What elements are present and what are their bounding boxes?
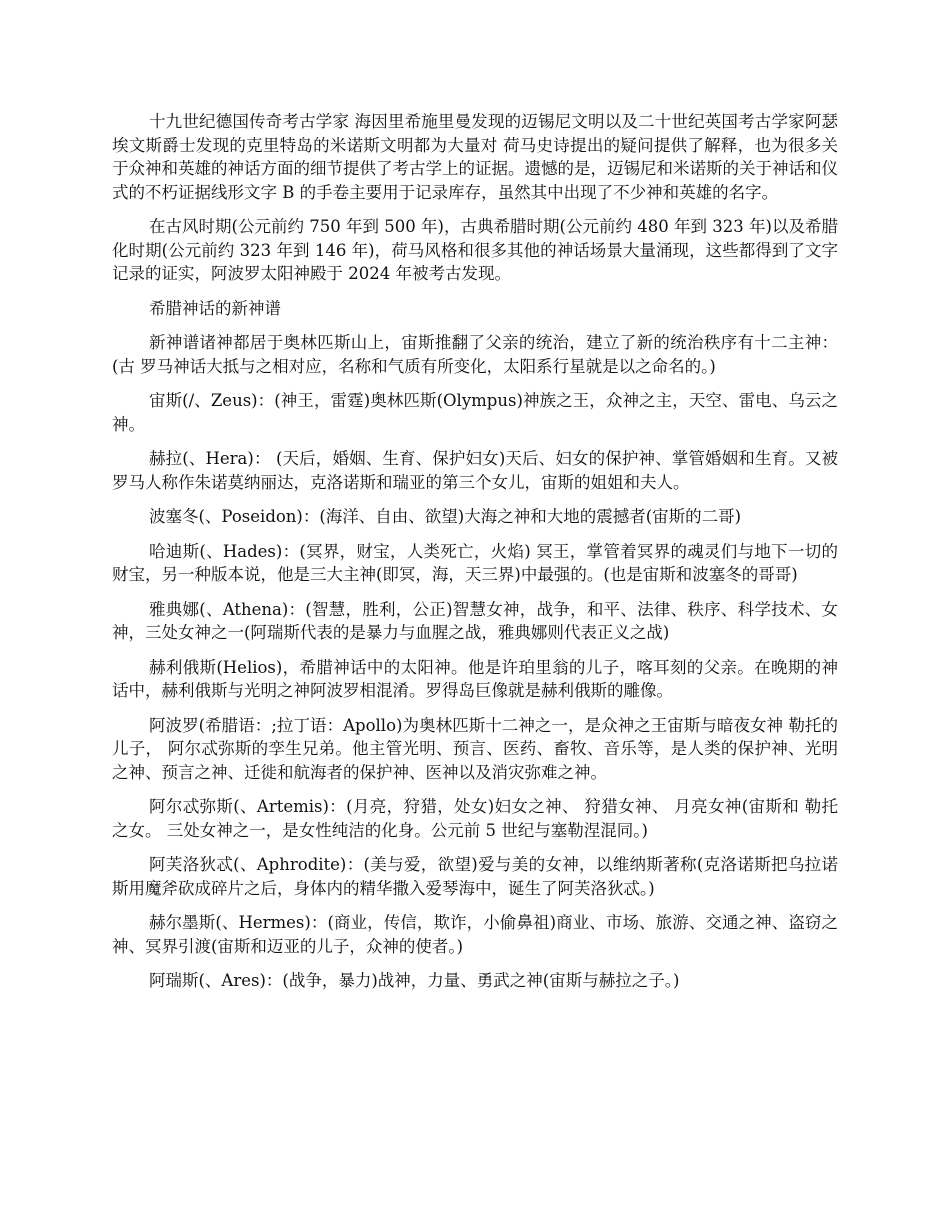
document-body (112, 110, 838, 1004)
paragraph-ares: 阿瑞斯(、Ares)：(战争，暴力)战神，力量、勇武之神(宙斯与赫拉之子。) (149, 971, 680, 990)
paragraph-athena: 雅典娜(、Athena)：(智慧，胜利，公正)智慧女神，战争，和平、法律、秩序、科学技术、女神，三处女神之一(阿瑞斯代表的是暴力与血腥之战，雅典娜则代表正义之战) (112, 599, 838, 642)
paragraph-periods: 在古风时期(公元前约 750 年到 500 年)，古典希腊时期(公元前约 480 年到 323 年)以及希腊化时期(公元前约 323 年到 146 年)，荷马风格和很多其他的神话场景大量涌现，这些都得到了文字记录的证实，阿波罗太阳神殿于 2024 年被考古发现。 (112, 217, 838, 283)
section-heading-new-theogony: 希腊神话的新神谱 (149, 298, 281, 318)
paragraph-aphrodite: 阿芙洛狄忒(、Aphrodite)：(美与爱，欲望)爱与美的女神，以维纳斯著称(克洛诺斯把乌拉诺斯用魔斧砍成碎片之后，身体内的精华撒入爱琴海中，诞生了阿芙洛狄忒。) (112, 855, 838, 898)
paragraph-helios: 赫利俄斯(Helios)，希腊神话中的太阳神。他是许珀里翁的儿子，喀耳刻的父亲。在晚期的神话中，赫利俄斯与光明之神阿波罗相混淆。罗得岛巨像就是赫利俄斯的雕像。 (112, 657, 838, 700)
paragraph-hades: 哈迪斯(、Hades)：(冥界，财宝，人类死亡，火焰) 冥王，掌管着冥界的魂灵们与地下一切的财宝，另一种版本说，他是三大主神(即冥，海，天三界)中最强的。(也是宙斯和波塞冬的哥哥) (112, 541, 838, 584)
paragraph-archaeology: 十九世纪德国传奇考古学家 海因里希施里曼发现的迈锡尼文明以及二十世纪英国考古学家阿瑟埃文斯爵士发现的克里特岛的米诺斯文明都为大量对 荷马史诗提出的疑问提供了解释，也为很多关于众神和英雄的神话方面的细节提供了考古学上的证据。遗憾的是，迈锡尼和米诺斯的关于神话和仪式的不朽证据线形文字 B 的手卷主要用于记录库存，虽然其中出现了不少神和英雄的名字。 (112, 112, 838, 202)
paragraph-poseidon: 波塞冬(、Poseidon)：(海洋、自由、欲望)大海之神和大地的震撼者(宙斯的二哥) (149, 507, 742, 526)
paragraph-hera: 赫拉(、Hera)： (天后，婚姻、生育、保护妇女)天后、妇女的保护神、掌管婚姻和生育。又被罗马人称作朱诺莫纳丽达，克洛诺斯和瑞亚的第三个女儿，宙斯的姐姐和夫人。 (112, 449, 838, 492)
paragraph-zeus: 宙斯(/、Zeus)：(神王，雷霆)奥林匹斯(Olympus)神族之王，众神之主，天空、雷电、乌云之神。 (112, 391, 838, 434)
paragraph-twelve-olympians: 新神谱诸神都居于奥林匹斯山上，宙斯推翻了父亲的统治，建立了新的统治秩序有十二主神：(古 罗马神话大抵与之相对应，名称和气质有所变化，太阳系行星就是以之命名的。) (112, 333, 838, 376)
paragraph-apollo: 阿波罗(希腊语：;拉丁语：Apollo)为奥林匹斯十二神之一，是众神之王宙斯与暗夜女神 勒托的儿子， 阿尔忒弥斯的孪生兄弟。他主管光明、预言、医药、畜牧、音乐等，是人类的保护神、光明之神、预言之神、迁徙和航海者的保护神、医神以及消灾弥难之神。 (112, 715, 838, 782)
paragraph-hermes: 赫尔墨斯(、Hermes)：(商业，传信，欺诈，小偷鼻祖)商业、市场、旅游、交通之神、盗窃之神、冥界引渡(宙斯和迈亚的儿子，众神的使者。) (112, 913, 838, 956)
paragraph-artemis: 阿尔忒弥斯(、Artemis)：(月亮，狩猎，处女)妇女之神、 狩猎女神、 月亮女神(宙斯和 勒托之女。 三处女神之一，是女性纯洁的化身。公元前 5 世纪与塞勒涅混同。) (112, 797, 838, 840)
